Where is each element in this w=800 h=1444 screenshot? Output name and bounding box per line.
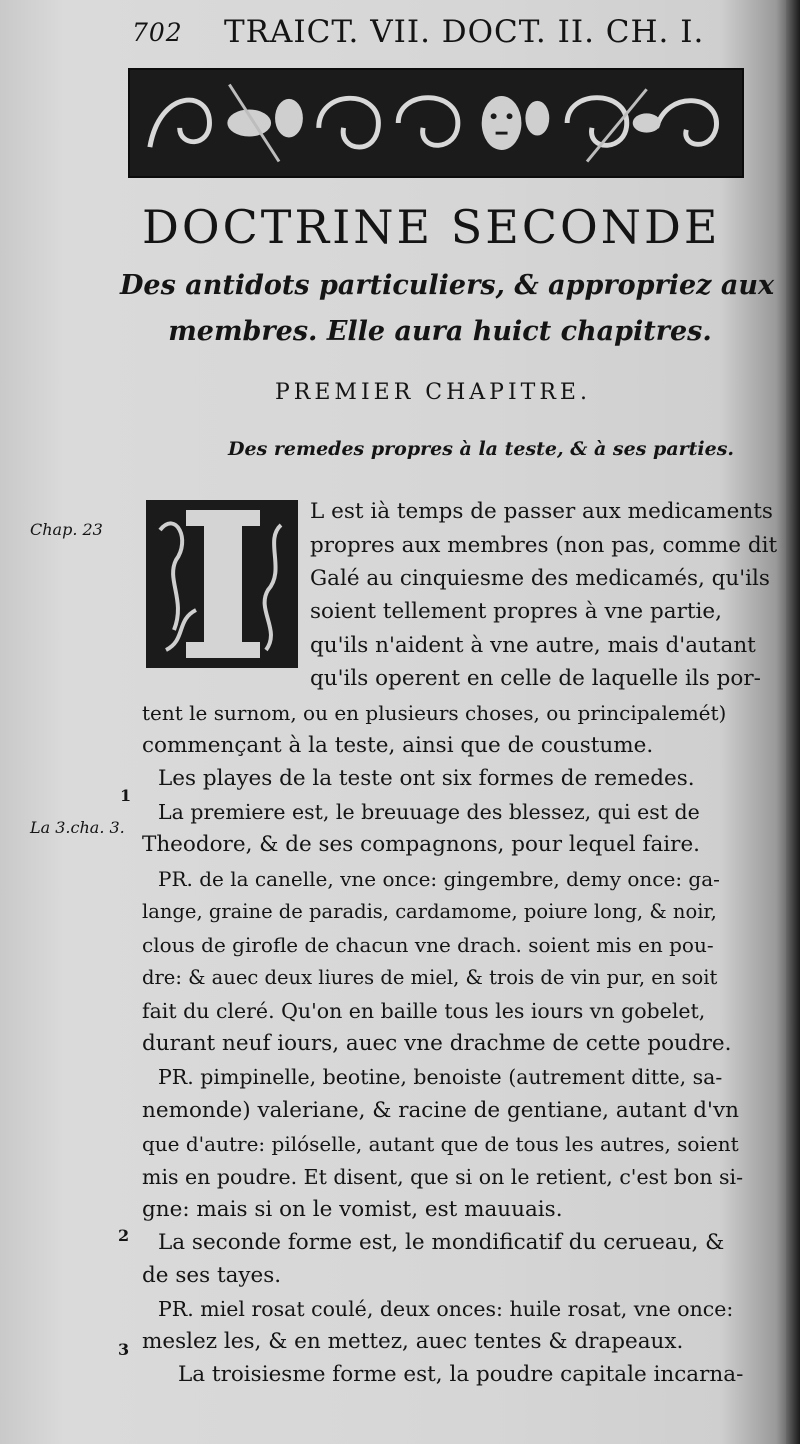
- text-line: lange, graine de paradis, cardamome, poiure long, & noir,: [142, 900, 717, 923]
- text-line: durant neuf iours, auec vne drachme de cette poudre.: [142, 1031, 732, 1056]
- text-line: qu'ils operent en celle de laquelle ils por-: [310, 666, 761, 691]
- text-line: PR. miel rosat coulé, deux onces: huile rosat, vne once:: [158, 1297, 734, 1321]
- text-line: mis en poudre. Et disent, que si on le retient, c'est bon si-: [142, 1165, 744, 1189]
- text-line: Theodore, & de ses compagnons, pour lequel faire.: [142, 832, 701, 857]
- text-line: gne: mais si on le vomist, est mauuais.: [142, 1197, 563, 1222]
- text-line: La premiere est, le breuuage des blessez, qui est de: [158, 800, 700, 824]
- text-line: fait du cleré. Qu'on en baille tous les iours vn gobelet,: [142, 999, 706, 1023]
- text-line: Les playes de la teste ont six formes de remedes.: [158, 766, 695, 791]
- text-line: Galé au cinquiesme des medicamés, qu'ils: [310, 566, 770, 591]
- text-line: PR. de la canelle, vne once: gingembre, demy once: ga-: [158, 867, 720, 891]
- dropcap-letter-i-icon: [146, 500, 298, 668]
- text-line: propres aux membres (non pas, comme dit: [310, 533, 778, 558]
- text-line: clous de girofle de chacun vne drach. soient mis en pou-: [142, 933, 714, 957]
- doctrine-subtitle-line-2: membres. Elle aura huict chapitres.: [168, 316, 712, 347]
- text-line: tent le surnom, ou en plusieurs choses, ou principalemét): [142, 701, 727, 725]
- margin-note-chap: Chap. 23: [30, 520, 103, 539]
- margin-note-number-2: 2: [118, 1226, 130, 1245]
- text-line: de ses tayes.: [142, 1263, 282, 1288]
- text-line: qu'ils n'aident à vne autre, mais d'autant: [310, 633, 756, 658]
- text-line: La troisiesme forme est, la poudre capitale incarna-: [178, 1362, 744, 1387]
- text-line: meslez les, & en mettez, auec tentes & drapeaux.: [142, 1329, 684, 1354]
- margin-note-cha: La 3.cha. 3.: [30, 818, 125, 837]
- text-line: nemonde) valeriane, & racine de gentiane, autant d'vn: [142, 1098, 739, 1123]
- doctrine-title: DOCTRINE SECONDE: [142, 200, 721, 254]
- chapter-subtitle: Des remedes propres à la teste, & à ses parties.: [228, 438, 735, 460]
- running-head: [132, 14, 752, 58]
- text-line: L est ià temps de passer aux medicaments: [310, 499, 773, 524]
- text-line: PR. pimpinelle, beotine, benoiste (autrement ditte, sa-: [158, 1065, 723, 1089]
- text-line: La seconde forme est, le mondificatif du cerueau, &: [158, 1230, 725, 1255]
- chapter-heading: PREMIER CHAPITRE.: [275, 380, 591, 405]
- headpiece-ornament-icon: [128, 68, 744, 178]
- text-line: dre: & auec deux liures de miel, & trois de vin pur, en soit: [142, 966, 718, 989]
- text-line: commençant à la teste, ainsi que de coustume.: [142, 733, 654, 758]
- doctrine-subtitle-line-1: Des antidots particuliers, & appropriez aux: [120, 270, 775, 301]
- running-heading: TRAICT. VII. DOCT. II. CH. I.: [224, 14, 705, 50]
- text-line: que d'autre: pilóselle, autant que de tous les autres, soient: [142, 1132, 739, 1156]
- text-line: soient tellement propres à vne partie,: [310, 599, 722, 624]
- margin-note-number-3: 3: [118, 1340, 130, 1359]
- page-number: 702: [132, 18, 183, 47]
- margin-note-number-1: 1: [120, 786, 132, 805]
